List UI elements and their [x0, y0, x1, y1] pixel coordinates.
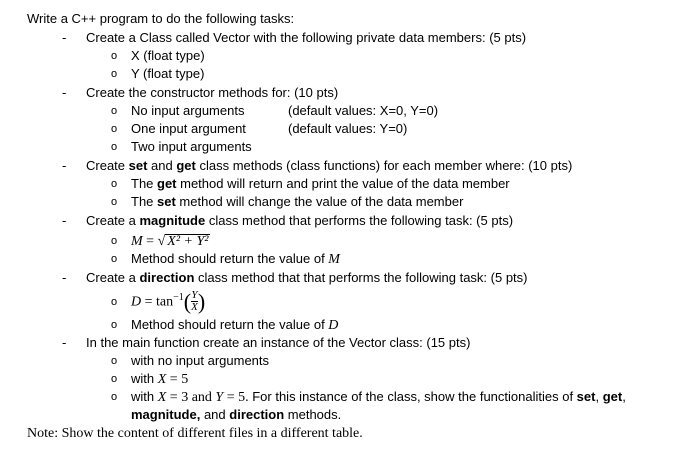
footer-note: Note: Show the content of different files in a different table.: [27, 426, 363, 441]
task-1: Create a Class called Vector with the following private data members: (5 pts): [86, 30, 527, 45]
intro-text: Write a C++ program to do the following tasks:: [27, 11, 295, 26]
task-2-item-1-note: (default values: X=0, Y=0): [288, 103, 439, 118]
bullet-circle: o: [111, 123, 118, 135]
bullet-circle: o: [111, 355, 118, 367]
task-2-item-3: Two input arguments: [131, 139, 252, 154]
bullet-circle: o: [111, 68, 118, 80]
task-3-item-2: The set method will change the value of the data member: [131, 194, 464, 209]
bullet-circle: o: [111, 141, 118, 153]
magnitude-formula: M = √ X² + Y²: [131, 234, 209, 249]
task-2: Create the constructor methods for: (10 pts): [86, 85, 339, 100]
bullet-circle: o: [111, 50, 118, 62]
bullet-circle: o: [111, 235, 118, 247]
task-6-item-2: with X = 5: [131, 371, 189, 387]
direction-formula: $D = \tan^{-1}$( $\frac{Y}{X}$ ): [131, 288, 206, 314]
task-3: Create set and get class methods (class functions) for each member where: (10 pts): [86, 158, 573, 173]
bullet-dash: -: [62, 158, 67, 173]
bullet-circle: o: [111, 296, 118, 308]
bullet-circle: o: [111, 105, 118, 117]
task-1-item-2: Y (float type): [131, 66, 205, 81]
bullet-dash: -: [62, 213, 67, 228]
task-4-item-2: Method should return the value of M: [131, 251, 340, 267]
bullet-circle: o: [111, 319, 118, 331]
task-6-item-3-continued: magnitude, and direction methods.: [131, 407, 342, 422]
task-6-item-3: with X = 3 and Y = 5. For this instance of the class, show the functionalities of set, get,: [131, 389, 626, 405]
task-4: Create a magnitude class method that performs the following task: (5 pts): [86, 213, 514, 228]
bullet-circle: o: [111, 253, 118, 265]
task-2-item-2: One input argument: [131, 121, 246, 136]
task-6: In the main function create an instance of the Vector class: (15 pts): [86, 335, 471, 350]
task-2-item-1: No input arguments: [131, 103, 245, 118]
bullet-circle: o: [111, 391, 118, 403]
bullet-dash: -: [62, 30, 67, 45]
task-5: Create a direction class method that that performs the following task: (5 pts): [86, 270, 528, 285]
bullet-circle: o: [111, 196, 118, 208]
bullet-dash: -: [62, 335, 67, 350]
task-3-item-1: The get method will return and print the value of the data member: [131, 176, 510, 191]
bullet-circle: o: [111, 178, 118, 190]
task-1-item-1: X (float type): [131, 48, 205, 63]
bullet-circle: o: [111, 373, 118, 385]
bullet-dash: -: [62, 270, 67, 285]
bullet-dash: -: [62, 85, 67, 100]
task-6-item-1: with no input arguments: [131, 353, 270, 368]
task-5-item-2: Method should return the value of D: [131, 317, 339, 333]
task-2-item-2-note: (default values: Y=0): [288, 121, 408, 136]
